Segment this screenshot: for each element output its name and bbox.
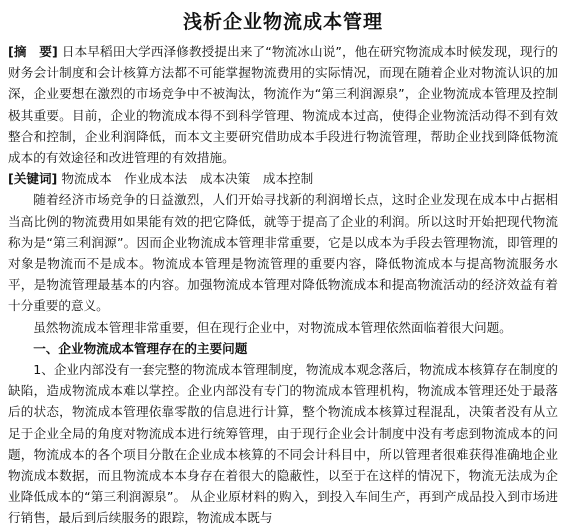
keywords-label: [关键词] bbox=[8, 171, 58, 187]
keywords-line bbox=[8, 168, 558, 189]
abstract-paragraph bbox=[8, 41, 558, 168]
document-title: 浅析企业物流成本管理 bbox=[182, 11, 383, 33]
intro-paragraph-2: 虽然物流成本管理非常重要，但在现行企业中，对物流成本管理依然面临着很大问题。 bbox=[33, 319, 512, 335]
abstract-label: [摘 要] bbox=[8, 44, 58, 59]
intro-paragraph-1: 随着经济市场竞争的日益激烈，人们开始寻找新的利润增长点，这时企业发现在成本中占据相当高比例的物流费用如果能有效的把它降低，就等于提高了企业的利润。所以这时开始把现代物流称为是“第三利润源”。因而企业物流成本管理非常重要，它是以成本为手段去管理物流，即管理的对象是物流而不是成本。物流成本管理是物流管理的重要内容，降低物流成本与提高物流服务水平，是物流管理最基本的内容。加强物流成本管理对降低物流成本和提高物流活动的经济效益有着十分重要的意义。 bbox=[8, 192, 558, 314]
abstract-text: 日本早稻田大学西泽修教授提出来了“物流冰山说”，他在研究物流成本时候发现，现行的财务会计制度和会计核算方法都不可能掌握物流费用的实际情况，而现在随着企业对物流认识的加深，企业要想在激烈的市场竞争中不被淘汰，物流作为“第三利润源泉”，企业物流成本管理及控制极其重要。目前，企业的物流成本得不到科学管理、物流成本过高，使得企业物流活动得不到有效整合和控制，企业利润降低，而本文主要研究借助成本手段进行物流管理，帮助企业找到降低物流成本的有效途径和改进管理的有效措施。 bbox=[8, 44, 558, 166]
keywords-text: 物流成本 作业成本法 成本决策 成本控制 bbox=[61, 171, 314, 187]
section-heading: 一、企业物流成本管理存在的主要问题 bbox=[33, 340, 248, 356]
section-paragraph-1: 1、企业内部没有一套完整的物流成本管理制度，物流成本观念落后，物流成本核算存在制度的缺陷，造成物流成本难以掌控。企业内部没有专门的物流成本管理机构，物流成本管理还处于最落后的状态，物流成本管理依靠零散的信息进行计算，整个物流成本核算过程混乱，决策者没有从立足于企业全局的角度对物流成本进行统筹管理，由于现行企业会计制度中没有考虑到物流成本的问题，物流成本的各个项目分散在企业成本核算的不同会计科目中，所以管理者很难获得准确地企业物流成本数据，而且物流成本本身存在着很大的隐蔽性，以至于在这样的情况下，物流无法成为企业降低成本的“第三利润源泉”。 从企业原材料的购入，到投入车间生产，再到产成品投入到市场进行销售，最后到后续服务的跟踪，物流成本既与 bbox=[8, 362, 558, 526]
